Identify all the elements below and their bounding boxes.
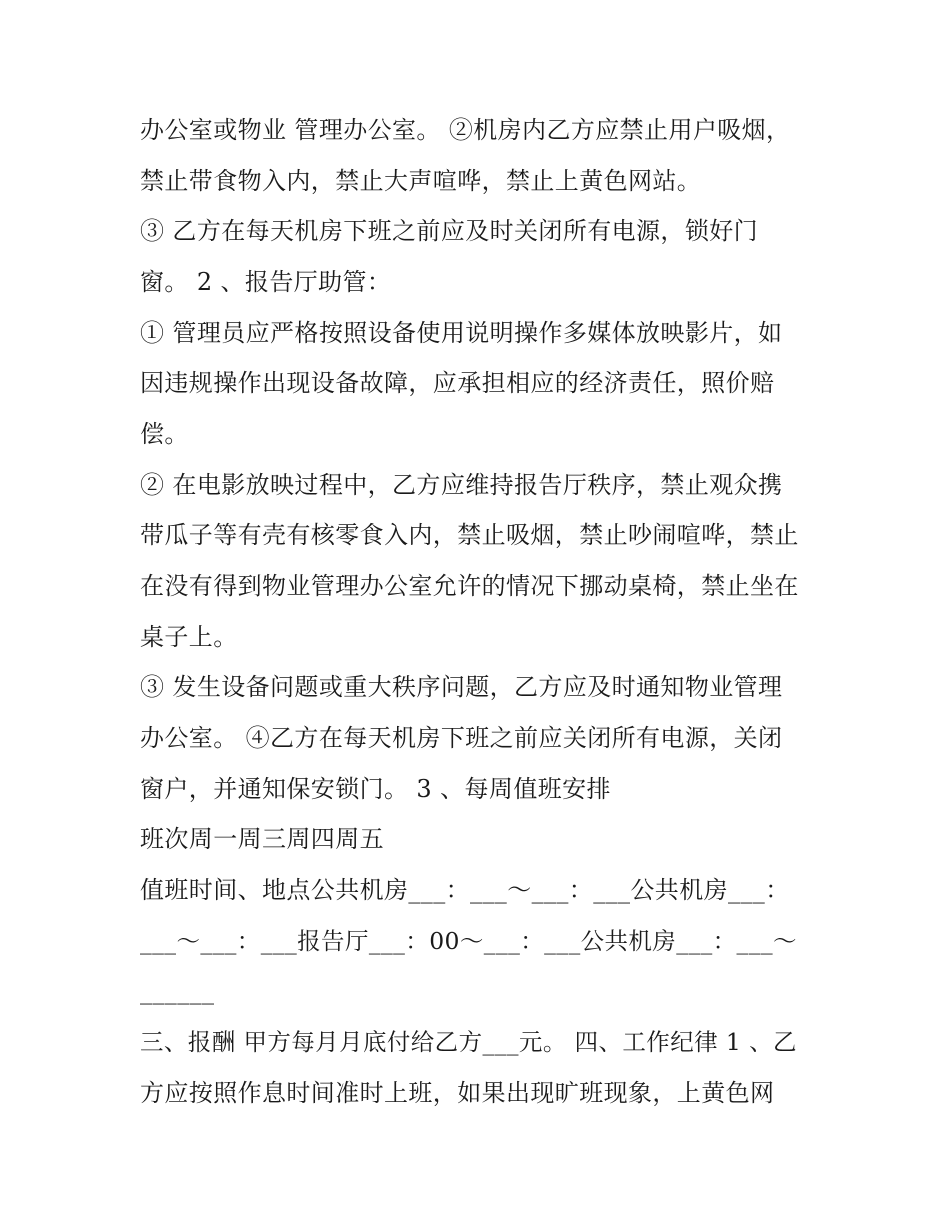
text-line: 桌子上。 [140,623,238,651]
text-line: 因违规操作出现设备故障，应承担相应的经济责任，照价赔 [140,369,775,397]
text-line: ① 管理员应严格按照设备使用说明操作多媒体放映影片，如 [140,319,783,347]
text-line: 办公室。 ④乙方在每天机房下班之前应关闭所有电源，关闭 [140,724,783,752]
text-line: ③ 发生设备问题或重大秩序问题，乙方应及时通知物业管理 [140,673,783,701]
text-line: ③ 乙方在每天机房下班之前应及时关闭所有电源，锁好门 [140,217,759,245]
text-line: 三、报酬 甲方每月月底付给乙方___元。 四、工作纪律 1 、乙 [140,1028,797,1056]
text-line: 窗。 2 、报告厅助管： [140,268,392,296]
text-line: 在没有得到物业管理办公室允许的情况下挪动桌椅，禁止坐在 [140,572,799,600]
text-line: 禁止带食物入内，禁止大声喧哗，禁止上黄色网站。 [140,167,702,195]
text-line: 办公室或物业 管理办公室。 ②机房内乙方应禁止用户吸烟， [140,116,791,144]
text-line: 值班时间、地点公共机房___：___～___：___公共机房___： [140,876,790,904]
text-line: 班次周一周三周四周五 [140,825,384,853]
text-line: 窗户，并通知保安锁门。 3 、每周值班安排 [140,775,611,803]
text-line: 带瓜子等有壳有核零食入内，禁止吸烟，禁止吵闹喧哗，禁止 [140,521,799,549]
text-line: ___～___：___报告厅___：00～___：___公共机房___：___～ [140,927,797,955]
text-line: 偿。 [140,420,189,448]
text-line: 方应按照作息时间准时上班，如果出现旷班现象，上黄色网 [140,1079,775,1107]
text-line: ______ [140,977,215,1005]
text-line: ② 在电影放映过程中，乙方应维持报告厅秩序，禁止观众携 [140,471,783,499]
